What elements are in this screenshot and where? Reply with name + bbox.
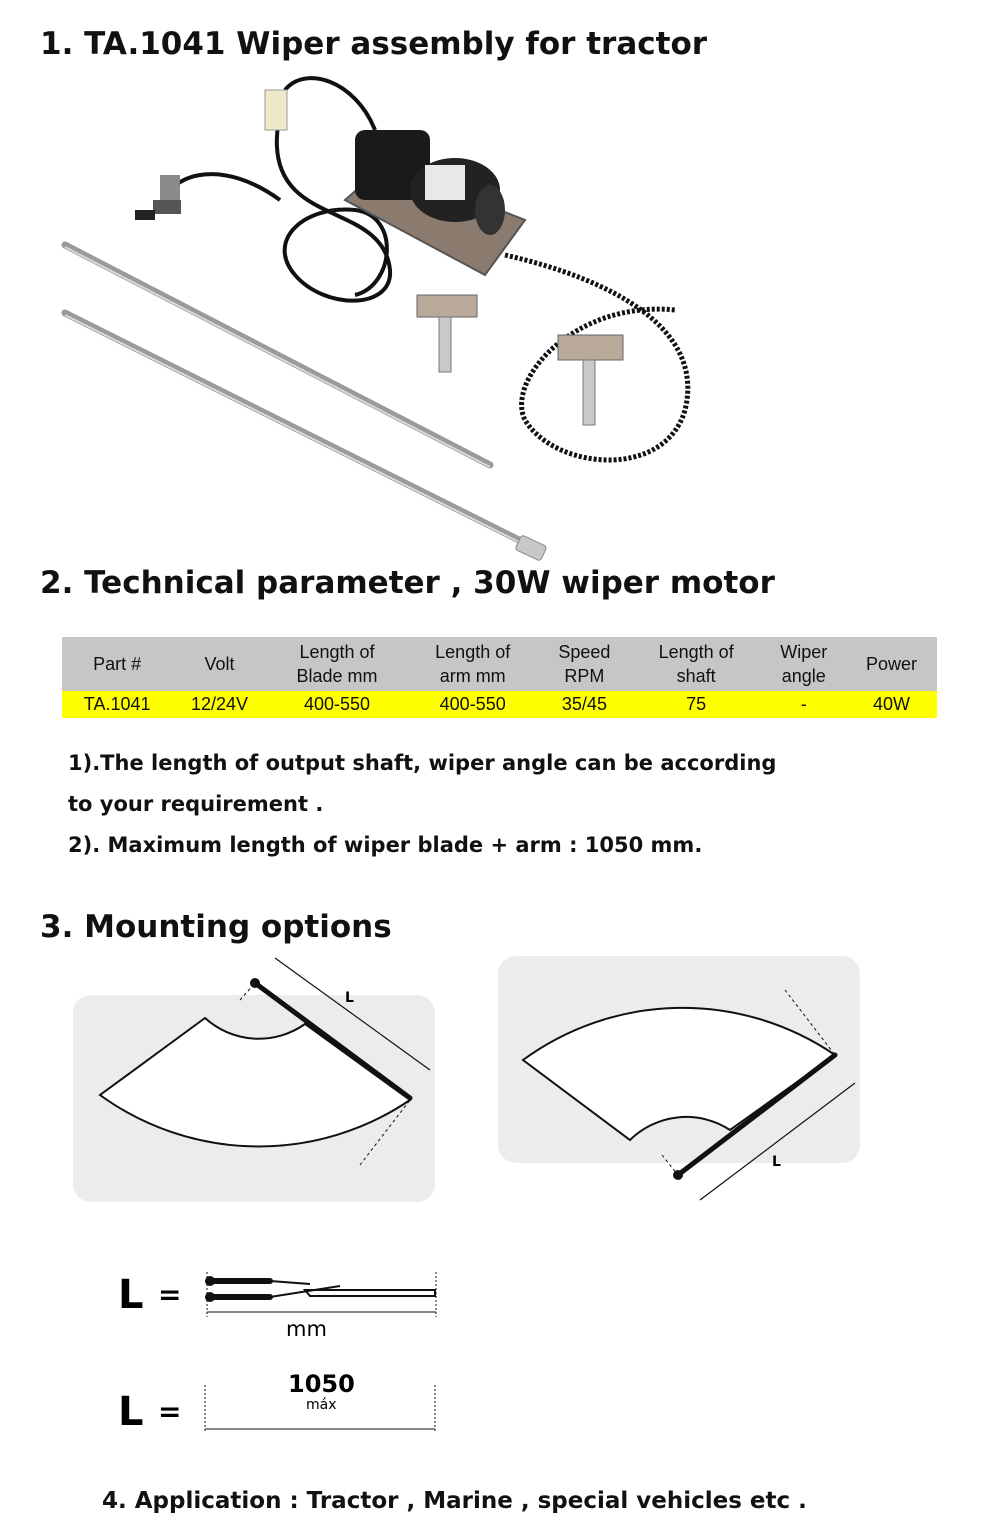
- cell-speed: 35/45: [538, 691, 631, 718]
- note-1-line-1: 1).The length of output shaft, wiper angle can be according: [68, 751, 777, 775]
- cell-volt: 12/24V: [172, 691, 266, 718]
- max-length-diagram: [110, 1365, 450, 1445]
- note-2: 2). Maximum length of wiper blade + arm : 1050 mm.: [68, 833, 703, 857]
- col-arm-length: Length of arm mm: [407, 637, 538, 691]
- max-formula-equals: =: [158, 1395, 182, 1428]
- max-label: máx: [306, 1397, 337, 1413]
- mounting-option-right: [490, 950, 880, 1215]
- wheel-box-1: [417, 295, 477, 372]
- section-title-technical: 2. Technical parameter , 30W wiper motor: [40, 565, 775, 601]
- col-blade-length: Length of Blade mm: [267, 637, 408, 691]
- col-speed: Speed RPM: [538, 637, 631, 691]
- cell-wiper-angle: -: [762, 691, 846, 718]
- table-row: [62, 691, 937, 718]
- col-volt: Volt: [172, 637, 266, 691]
- cell-shaft-length: 75: [631, 691, 762, 718]
- section-title-mounting: 3. Mounting options: [40, 909, 392, 945]
- cell-arm-length: 400-550: [407, 691, 538, 718]
- spec-table: [62, 637, 937, 718]
- col-power: Power: [846, 637, 937, 691]
- wiper-switch: [135, 175, 181, 220]
- max-value: 1050: [288, 1370, 355, 1398]
- formula-equals: =: [158, 1278, 182, 1311]
- section-title-product: 1. TA.1041 Wiper assembly for tractor: [40, 26, 708, 62]
- cell-blade-length: 400-550: [267, 691, 408, 718]
- unit-mm: mm: [286, 1317, 327, 1341]
- wiper-rod-1: [65, 245, 490, 465]
- wheel-box-2: [558, 335, 623, 425]
- cable-connector: [265, 90, 287, 130]
- arm-and-blade-icon: [205, 1276, 435, 1302]
- cell-part: TA.1041: [62, 691, 172, 718]
- col-shaft-length: Length of shaft: [631, 637, 762, 691]
- max-formula-L: L: [118, 1389, 144, 1435]
- length-formula-diagram: [110, 1262, 450, 1342]
- col-wiper-angle: Wiper angle: [762, 637, 846, 691]
- length-label: L: [345, 990, 354, 1006]
- wiper-motor: [345, 130, 525, 275]
- table-header-row: [62, 637, 937, 691]
- wiper-rod-2: [65, 313, 535, 548]
- length-label: L: [772, 1154, 781, 1170]
- application-text: 4. Application : Tractor , Marine , special vehicles etc .: [102, 1488, 807, 1514]
- wiper-assembly-photo: [55, 70, 755, 570]
- mounting-option-left: [60, 950, 460, 1220]
- cell-power: 40W: [846, 691, 937, 718]
- note-1-line-2: to your requirement .: [68, 792, 324, 816]
- col-part: Part #: [62, 637, 172, 691]
- formula-L: L: [118, 1272, 144, 1318]
